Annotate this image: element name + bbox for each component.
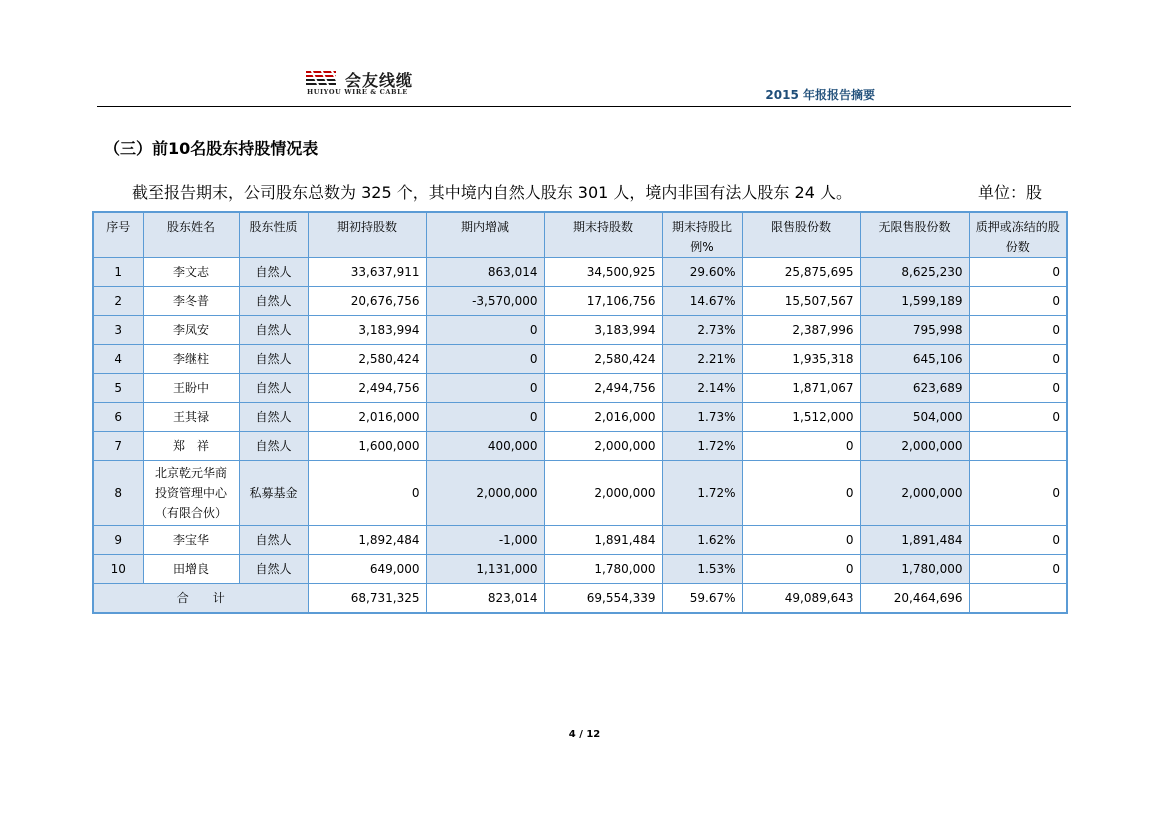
table-cell: 0 [308, 461, 426, 526]
table-cell: 1 [93, 258, 143, 287]
table-cell: 2 [93, 287, 143, 316]
table-cell: 1,600,000 [308, 432, 426, 461]
shareholder-name: 李宝华 [143, 526, 239, 555]
table-cell: 3,183,994 [308, 316, 426, 345]
table-cell: 0 [742, 526, 860, 555]
logo-mark-icon [305, 68, 339, 88]
table-cell: 1,599,189 [860, 287, 969, 316]
table-cell: 623,689 [860, 374, 969, 403]
table-cell: 649,000 [308, 555, 426, 584]
table-cell: 10 [93, 555, 143, 584]
total-label: 合 计 [93, 584, 308, 614]
col-header: 无限售股份数 [860, 212, 969, 258]
table-cell [969, 584, 1067, 614]
shareholder-name: 田增良 [143, 555, 239, 584]
shareholder-summary: 截至报告期末，公司股东总数为 325 个，其中境内自然人股东 301 人，境内非国有法人股东 24 人。 [132, 183, 852, 202]
table-row [93, 403, 1067, 432]
table-cell: 1.73% [662, 403, 742, 432]
shareholder-name: 李继柱 [143, 345, 239, 374]
table-cell: 400,000 [426, 432, 544, 461]
page-header [97, 60, 1071, 107]
table-cell: 0 [969, 316, 1067, 345]
table-cell: 自然人 [239, 258, 308, 287]
table-cell: 1,871,067 [742, 374, 860, 403]
table-cell: 0 [969, 287, 1067, 316]
table-cell: 2,580,424 [544, 345, 662, 374]
table-cell: 自然人 [239, 374, 308, 403]
table-cell: 2.21% [662, 345, 742, 374]
table-row [93, 345, 1067, 374]
table-cell: 15,507,567 [742, 287, 860, 316]
table-cell: 0 [969, 461, 1067, 526]
shareholder-name: 郑 祥 [143, 432, 239, 461]
table-cell: 0 [426, 374, 544, 403]
col-header: 期初持股数 [308, 212, 426, 258]
table-row [93, 526, 1067, 555]
table-row [93, 555, 1067, 584]
col-header: 期末持股数 [544, 212, 662, 258]
table-cell: 20,676,756 [308, 287, 426, 316]
table-cell: 私募基金 [239, 461, 308, 526]
table-cell: 0 [742, 555, 860, 584]
table-cell: 863,014 [426, 258, 544, 287]
table-cell: 2,016,000 [544, 403, 662, 432]
shareholder-name: 北京乾元华商投资管理中心（有限合伙） [143, 461, 239, 526]
table-cell: 自然人 [239, 316, 308, 345]
table-cell: 1,512,000 [742, 403, 860, 432]
company-logo: 会友线缆 HUIYOU WIRE & CABLE [305, 68, 455, 96]
table-cell: 2,494,756 [308, 374, 426, 403]
table-cell: 9 [93, 526, 143, 555]
col-header: 期末持股比例% [662, 212, 742, 258]
table-cell: 1,780,000 [860, 555, 969, 584]
table-cell: 1,935,318 [742, 345, 860, 374]
table-cell: 0 [969, 258, 1067, 287]
table-cell: 17,106,756 [544, 287, 662, 316]
table-cell: 8,625,230 [860, 258, 969, 287]
table-cell: 823,014 [426, 584, 544, 614]
table-cell: 2,016,000 [308, 403, 426, 432]
unit-label: 单位：股 [978, 183, 1043, 202]
table-cell: 2,000,000 [544, 461, 662, 526]
shareholder-name: 李凤安 [143, 316, 239, 345]
table-cell: 自然人 [239, 555, 308, 584]
top-shareholders-table [92, 211, 1068, 614]
table-cell: 8 [93, 461, 143, 526]
table-cell: 1,131,000 [426, 555, 544, 584]
table-cell: 1.72% [662, 461, 742, 526]
table-cell: 2.14% [662, 374, 742, 403]
col-header: 质押或冻结的股份数 [969, 212, 1067, 258]
table-cell: 25,875,695 [742, 258, 860, 287]
col-header: 序号 [93, 212, 143, 258]
table-cell: 645,106 [860, 345, 969, 374]
table-cell: 3,183,994 [544, 316, 662, 345]
table-cell [969, 432, 1067, 461]
table-cell: 504,000 [860, 403, 969, 432]
shareholder-name: 王盼中 [143, 374, 239, 403]
table-cell: 1,780,000 [544, 555, 662, 584]
table-cell: 14.67% [662, 287, 742, 316]
table-cell: 2,387,996 [742, 316, 860, 345]
table-cell: 0 [969, 555, 1067, 584]
table-cell: 33,637,911 [308, 258, 426, 287]
table-cell: 0 [742, 432, 860, 461]
col-header: 股东性质 [239, 212, 308, 258]
table-cell: 1.53% [662, 555, 742, 584]
col-header: 期内增减 [426, 212, 544, 258]
table-cell: 2,000,000 [860, 432, 969, 461]
table-cell: 0 [969, 526, 1067, 555]
table-cell: 0 [969, 403, 1067, 432]
table-cell: 20,464,696 [860, 584, 969, 614]
page-number: 4 / 12 [568, 729, 601, 740]
table-cell: 自然人 [239, 526, 308, 555]
table-cell: 795,998 [860, 316, 969, 345]
table-cell: 34,500,925 [544, 258, 662, 287]
table-row [93, 287, 1067, 316]
shareholder-name: 李冬普 [143, 287, 239, 316]
table-cell: 6 [93, 403, 143, 432]
table-cell: 1.62% [662, 526, 742, 555]
shareholder-name: 王其禄 [143, 403, 239, 432]
table-cell: 49,089,643 [742, 584, 860, 614]
table-row [93, 316, 1067, 345]
section-title: （三）前10名股东持股情况表 [104, 139, 319, 158]
table-cell: 自然人 [239, 287, 308, 316]
table-cell: 69,554,339 [544, 584, 662, 614]
table-cell: 0 [426, 345, 544, 374]
table-row [93, 432, 1067, 461]
table-cell: 1,892,484 [308, 526, 426, 555]
table-cell: 0 [969, 345, 1067, 374]
table-cell: 2,580,424 [308, 345, 426, 374]
table-cell: 59.67% [662, 584, 742, 614]
table-row [93, 374, 1067, 403]
table-cell: 0 [742, 461, 860, 526]
table-cell: 0 [426, 403, 544, 432]
shareholder-name: 李文志 [143, 258, 239, 287]
table-cell: 1,891,484 [544, 526, 662, 555]
table-cell: 自然人 [239, 403, 308, 432]
table-cell: 68,731,325 [308, 584, 426, 614]
table-cell: 0 [969, 374, 1067, 403]
table-cell: 1.72% [662, 432, 742, 461]
table-cell: 4 [93, 345, 143, 374]
col-header: 股东姓名 [143, 212, 239, 258]
table-cell: 3 [93, 316, 143, 345]
table-cell: 2.73% [662, 316, 742, 345]
table-cell: 0 [426, 316, 544, 345]
table-header-row [93, 212, 1067, 258]
table-cell: 2,000,000 [544, 432, 662, 461]
table-cell: 2,000,000 [426, 461, 544, 526]
table-cell: 2,494,756 [544, 374, 662, 403]
table-cell: 29.60% [662, 258, 742, 287]
total-row [93, 584, 1067, 614]
table-cell: -1,000 [426, 526, 544, 555]
table-row [93, 258, 1067, 287]
table-cell: 1,891,484 [860, 526, 969, 555]
table-cell: 2,000,000 [860, 461, 969, 526]
table-cell: 7 [93, 432, 143, 461]
table-cell: 自然人 [239, 432, 308, 461]
report-title: 2015 年报报告摘要 [765, 88, 875, 102]
table-cell: -3,570,000 [426, 287, 544, 316]
col-header: 限售股份数 [742, 212, 860, 258]
table-cell: 5 [93, 374, 143, 403]
table-row [93, 461, 1067, 526]
table-cell: 自然人 [239, 345, 308, 374]
